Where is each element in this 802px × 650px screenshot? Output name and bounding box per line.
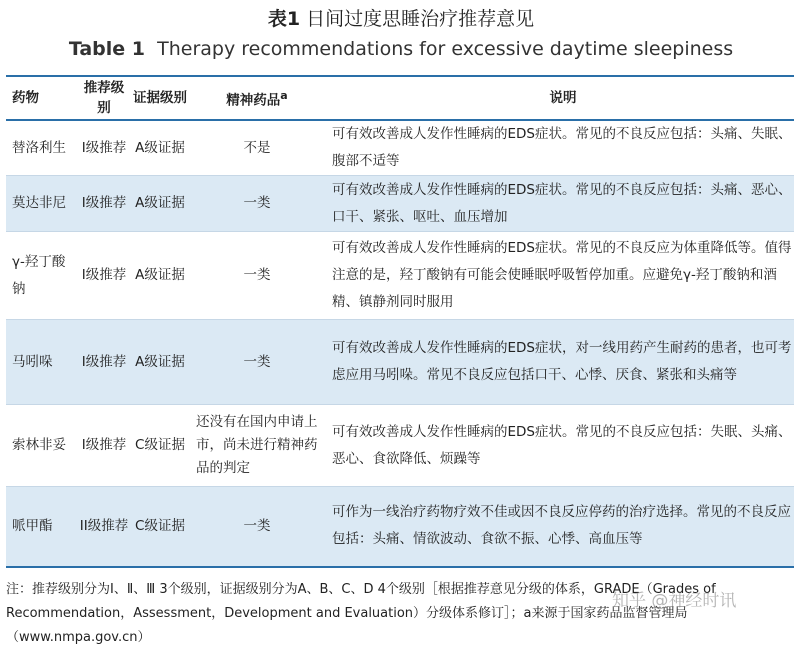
- header-psych-label: 精神药品: [226, 92, 281, 109]
- cell-desc: 可作为一线治疗药物疗效不佳或因不良反应停药的治疗选择。常见的不良反应包括：头痛、情欲波动、食欲不振、心悸、高血压等: [332, 504, 791, 548]
- cell-psych: 一类: [243, 353, 271, 370]
- cell-psych: 一类: [243, 195, 271, 211]
- table-number-en: Table 1: [68, 38, 146, 60]
- cell-drug: γ-羟丁酸钠: [12, 253, 66, 297]
- header-drug: 药物: [12, 90, 39, 106]
- table-title-en: [0, 38, 802, 60]
- cell-drug: 马吲哚: [12, 353, 53, 370]
- cell-psych: 一类: [243, 517, 271, 534]
- cell-drug: 替洛利生: [12, 139, 66, 156]
- cell-desc: 可有效改善成人发作性睡病的EDS症状。常见的不良反应包括：失眠、头痛、恶心、食欲降低、烦躁等: [332, 423, 792, 467]
- table-number-cn: 表1: [267, 8, 301, 30]
- watermark: 知乎 @神经时讯: [612, 591, 737, 611]
- table-title-cn: [0, 4, 802, 31]
- cell-evi: C级证据: [135, 437, 185, 453]
- cell-desc: 可有效改善成人发作性睡病的EDS症状。常见的不良反应包括：头痛、恶心、口干、紧张、呕吐、血压增加: [332, 181, 792, 225]
- table-row: [6, 405, 794, 487]
- header-evidence-grade: 证据级别: [133, 90, 187, 106]
- cell-desc: 可有效改善成人发作性睡病的EDS症状。常见的不良反应包括：头痛、失眠、腹部不适等: [332, 126, 792, 169]
- cell-psych: 不是: [243, 139, 271, 156]
- header-psych: [190, 76, 324, 120]
- cell-evi: A级证据: [135, 267, 185, 283]
- table-caption-en: Therapy recommendations for excessive daytime sleepiness: [157, 38, 734, 60]
- table-row: [6, 487, 794, 567]
- table-row: [6, 320, 794, 405]
- table-row: [6, 176, 794, 232]
- cell-desc: 可有效改善成人发作性睡病的EDS症状，对一线用药产生耐药的患者，也可考虑应用马吲哚。常见不良反应包括口干、心悸、厌食、紧张和头痛等: [332, 340, 792, 383]
- cell-rec: I级推荐: [81, 437, 127, 453]
- cell-evi: A级证据: [135, 195, 185, 211]
- cell-rec: I级推荐: [81, 195, 127, 211]
- cell-psych: 一类: [243, 267, 271, 283]
- recommendation-table: [6, 75, 794, 568]
- footnote-line-2: Recommendation，Assessment，Development and Evaluation）分级体系修订］；a来源于国家药品监督管理局（www.nmpa.gov.cn）: [6, 606, 688, 645]
- cell-drug: 莫达非尼: [12, 195, 66, 211]
- cell-evi: C级证据: [135, 517, 185, 534]
- cell-psych: 还没有在国内申请上市，尚未进行精神药品的判定: [196, 414, 318, 476]
- table-row: [6, 120, 794, 176]
- table-row: [6, 232, 794, 320]
- cell-desc: 可有效改善成人发作性睡病的EDS症状。常见的不良反应为体重降低等。值得注意的是，羟丁酸钠有可能会使睡眠呼吸暂停加重。应避免γ-羟丁酸钠和酒精、镇静剂同时服用: [332, 240, 792, 310]
- cell-rec: I级推荐: [81, 353, 127, 370]
- header-rec-grade: 推荐级别: [83, 80, 125, 116]
- cell-evi: A级证据: [135, 139, 185, 156]
- cell-evi: A级证据: [135, 353, 185, 370]
- header-psych-sup: a: [280, 88, 288, 102]
- header-desc: 说明: [549, 90, 577, 106]
- table-header-row: [6, 76, 794, 120]
- cell-rec: II级推荐: [79, 517, 129, 534]
- cell-rec: I级推荐: [81, 267, 127, 283]
- cell-drug: 索林非妥: [12, 437, 66, 453]
- footnote-line-1: 注：推荐级别分为Ⅰ、Ⅱ、Ⅲ 3个级别，证据级别分为A、B、C、D 4个级别［根据推荐意见分级的体系，GRADE（Grades of: [6, 582, 716, 597]
- table-caption-cn: 日间过度思睡治疗推荐意见: [306, 8, 535, 30]
- cell-rec: I级推荐: [81, 139, 127, 156]
- cell-drug: 哌甲酯: [12, 517, 53, 534]
